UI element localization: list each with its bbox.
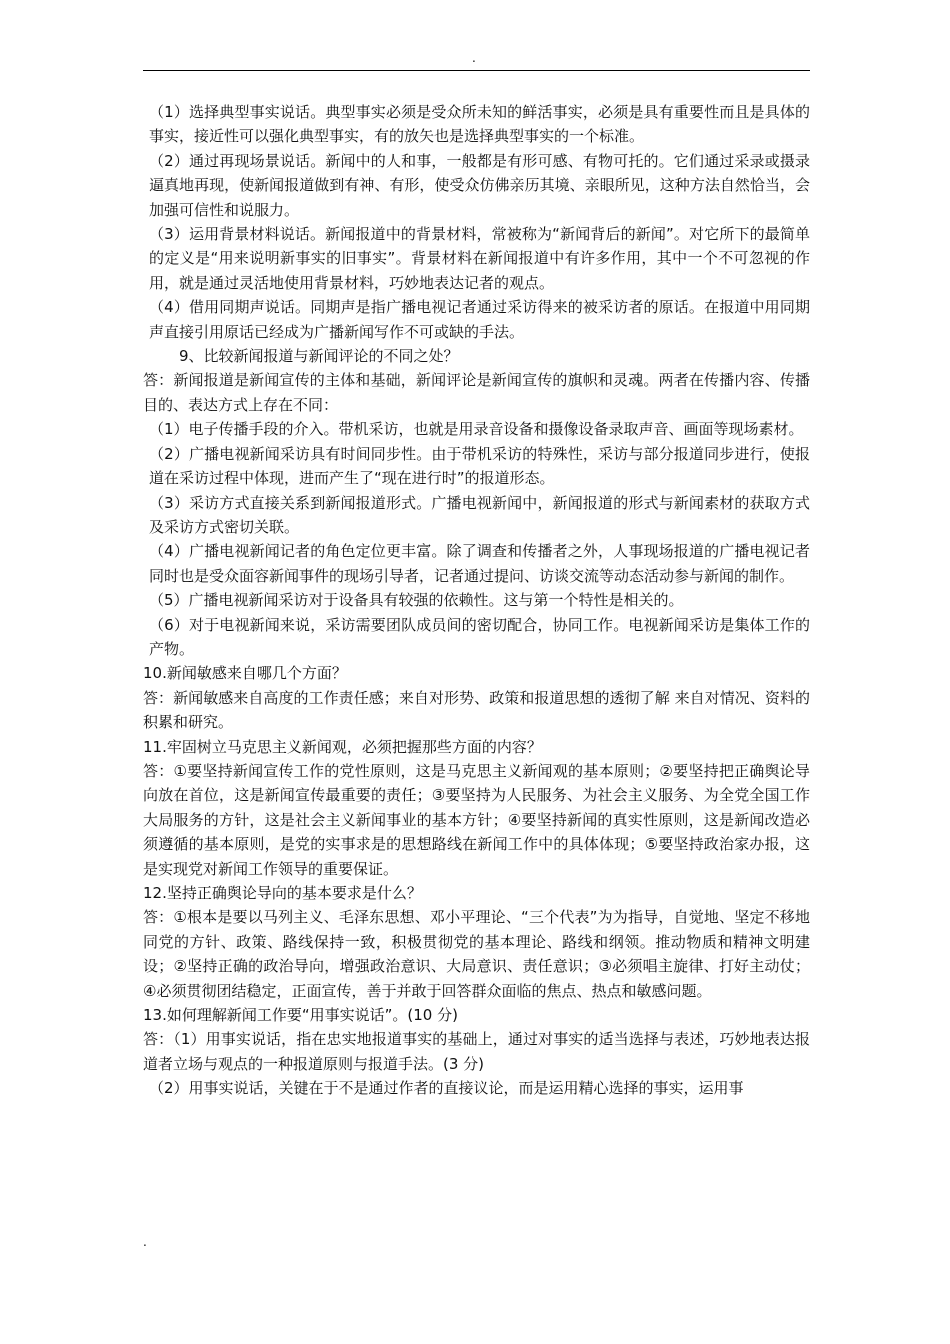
question-13: 13.如何理解新闻工作要“用事实说话”。(10 分) bbox=[143, 1006, 458, 1025]
answer-13-item-2: （2）用事实说话，关键在于不是通过作者的直接议论，而是运用精心选择的事实，运用事 bbox=[149, 1079, 744, 1098]
answer-9-item-2: （2）广播电视新闻采访具有时间同步性。由于带机采访的特殊性，采访与部分报道同步进行，使报道在采访过程中体现，进而产生了“现在进行时”的报道形态。 bbox=[149, 444, 810, 488]
paragraph-typical-facts: （1）选择典型事实说话。典型事实必须是受众所未知的鲜活事实，必须是具有重要性而且是具体的事实，接近性可以强化典型事实，有的放矢也是选择典型事实的一个标准。 bbox=[149, 103, 810, 146]
question-11: 11.牢固树立马克思主义新闻观，必须把握那些方面的内容？ bbox=[143, 737, 542, 756]
answer-12: 答：①根本是要以马列主义、毛泽东思想、邓小平理论、“三个代表”为为指导，自觉地、坚定不移地同党的方针、政策、路线保持一致，积极贯彻党的基本理论、路线和纲领。推动物质和精神文明建设；②坚持正确的政治导向，增强政治意识、大局意识、责任意识；③必须唱主旋律、打好主动仗；④必须贯彻团结稳定，正面宣传，善于并敢于回答群众面临的焦点、热点和敏感问题。 bbox=[143, 908, 810, 1000]
paragraph-background-material: （3）运用背景材料说话。新闻报道中的背景材料，常被称为“新闻背后的新闻”。对它所下的最简单的定义是“用来说明新事实的旧事实”。背景材料在新闻报道中有许多作用，其中一个不可忽视的作用，就是通过灵活地使用背景材料，巧妙地表达记者的观点。 bbox=[149, 225, 810, 292]
answer-9: 答：新闻报道是新闻宣传的主体和基础，新闻评论是新闻宣传的旗帜和灵魂。两者在传播内容、传播目的、表达方式上存在不同： bbox=[143, 371, 810, 414]
paragraph-reproduce-scene: （2）通过再现场景说话。新闻中的人和事，一般都是有形可感、有物可托的。它们通过采录或摄录逼真地再现，使新闻报道做到有神、有形，使受众仿佛亲历其境、亲眼所见，这种方法自然恰当，会加强可信性和说服力。 bbox=[149, 151, 810, 219]
answer-13-item-1: 答：（1）用事实说话，指在忠实地报道事实的基础上，通过对事实的适当选择与表述，巧妙地表达报道者立场与观点的一种报道原则与报道手法。(3 分) bbox=[143, 1030, 810, 1073]
header-rule bbox=[143, 70, 810, 71]
document-body bbox=[143, 100, 810, 1101]
question-9: 9、比较新闻报道与新闻评论的不同之处？ bbox=[179, 347, 459, 366]
answer-10: 答：新闻敏感来自高度的工作责任感；来自对形势、政策和报道思想的透彻了解 来自对情况、资料的积累和研究。 bbox=[143, 688, 810, 732]
answer-9-item-4: （4）广播电视新闻记者的角色定位更丰富。除了调查和传播者之外，人事现场报道的广播电视记者同时也是受众面容新闻事件的现场引导者，记者通过提问、访谈交流等动态活动参与新闻的制作。 bbox=[149, 542, 810, 585]
question-10: 10.新闻敏感来自哪几个方面？ bbox=[143, 664, 347, 683]
answer-9-item-1: （1）电子传播手段的介入。带机采访，也就是用录音设备和摄像设备录取声音、画面等现场素材。 bbox=[149, 420, 804, 439]
question-12: 12.坚持正确舆论导向的基本要求是什么？ bbox=[143, 884, 422, 902]
answer-11: 答：①要坚持新闻宣传工作的党性原则，这是马克思主义新闻观的基本原则；②要坚持把正确舆论导向放在首位，这是新闻宣传最重要的责任；③要坚持为人民服务、为社会主义服务、为全党全国工作大局服务的方针，这是社会主义新闻事业的基本方针；④要坚持新闻的真实性原则，这是新闻改造必须遵循的基本原则，是党的实事求是的思想路线在新闻工作中的具体体现；⑤要坚持政治家办报，这是实现党对新闻工作领导的重要保证。 bbox=[143, 761, 810, 878]
answer-9-item-3: （3）采访方式直接关系到新闻报道形式。广播电视新闻中，新闻报道的形式与新闻素材的获取方式及采访方式密切关联。 bbox=[149, 493, 810, 536]
header-mark: . bbox=[472, 51, 476, 65]
answer-9-item-6: （6）对于电视新闻来说，采访需要团队成员间的密切配合，协同工作。电视新闻采访是集体工作的产物。 bbox=[149, 615, 810, 658]
footer-mark: . bbox=[143, 1235, 147, 1249]
answer-9-item-5: （5）广播电视新闻采访对于设备具有较强的依赖性。这与第一个特性是相关的。 bbox=[149, 591, 684, 610]
paragraph-synchronous-sound: （4）借用同期声说话。同期声是指广播电视记者通过采访得来的被采访者的原话。在报道中用同期声直接引用原话已经成为广播新闻写作不可或缺的手法。 bbox=[149, 298, 810, 341]
